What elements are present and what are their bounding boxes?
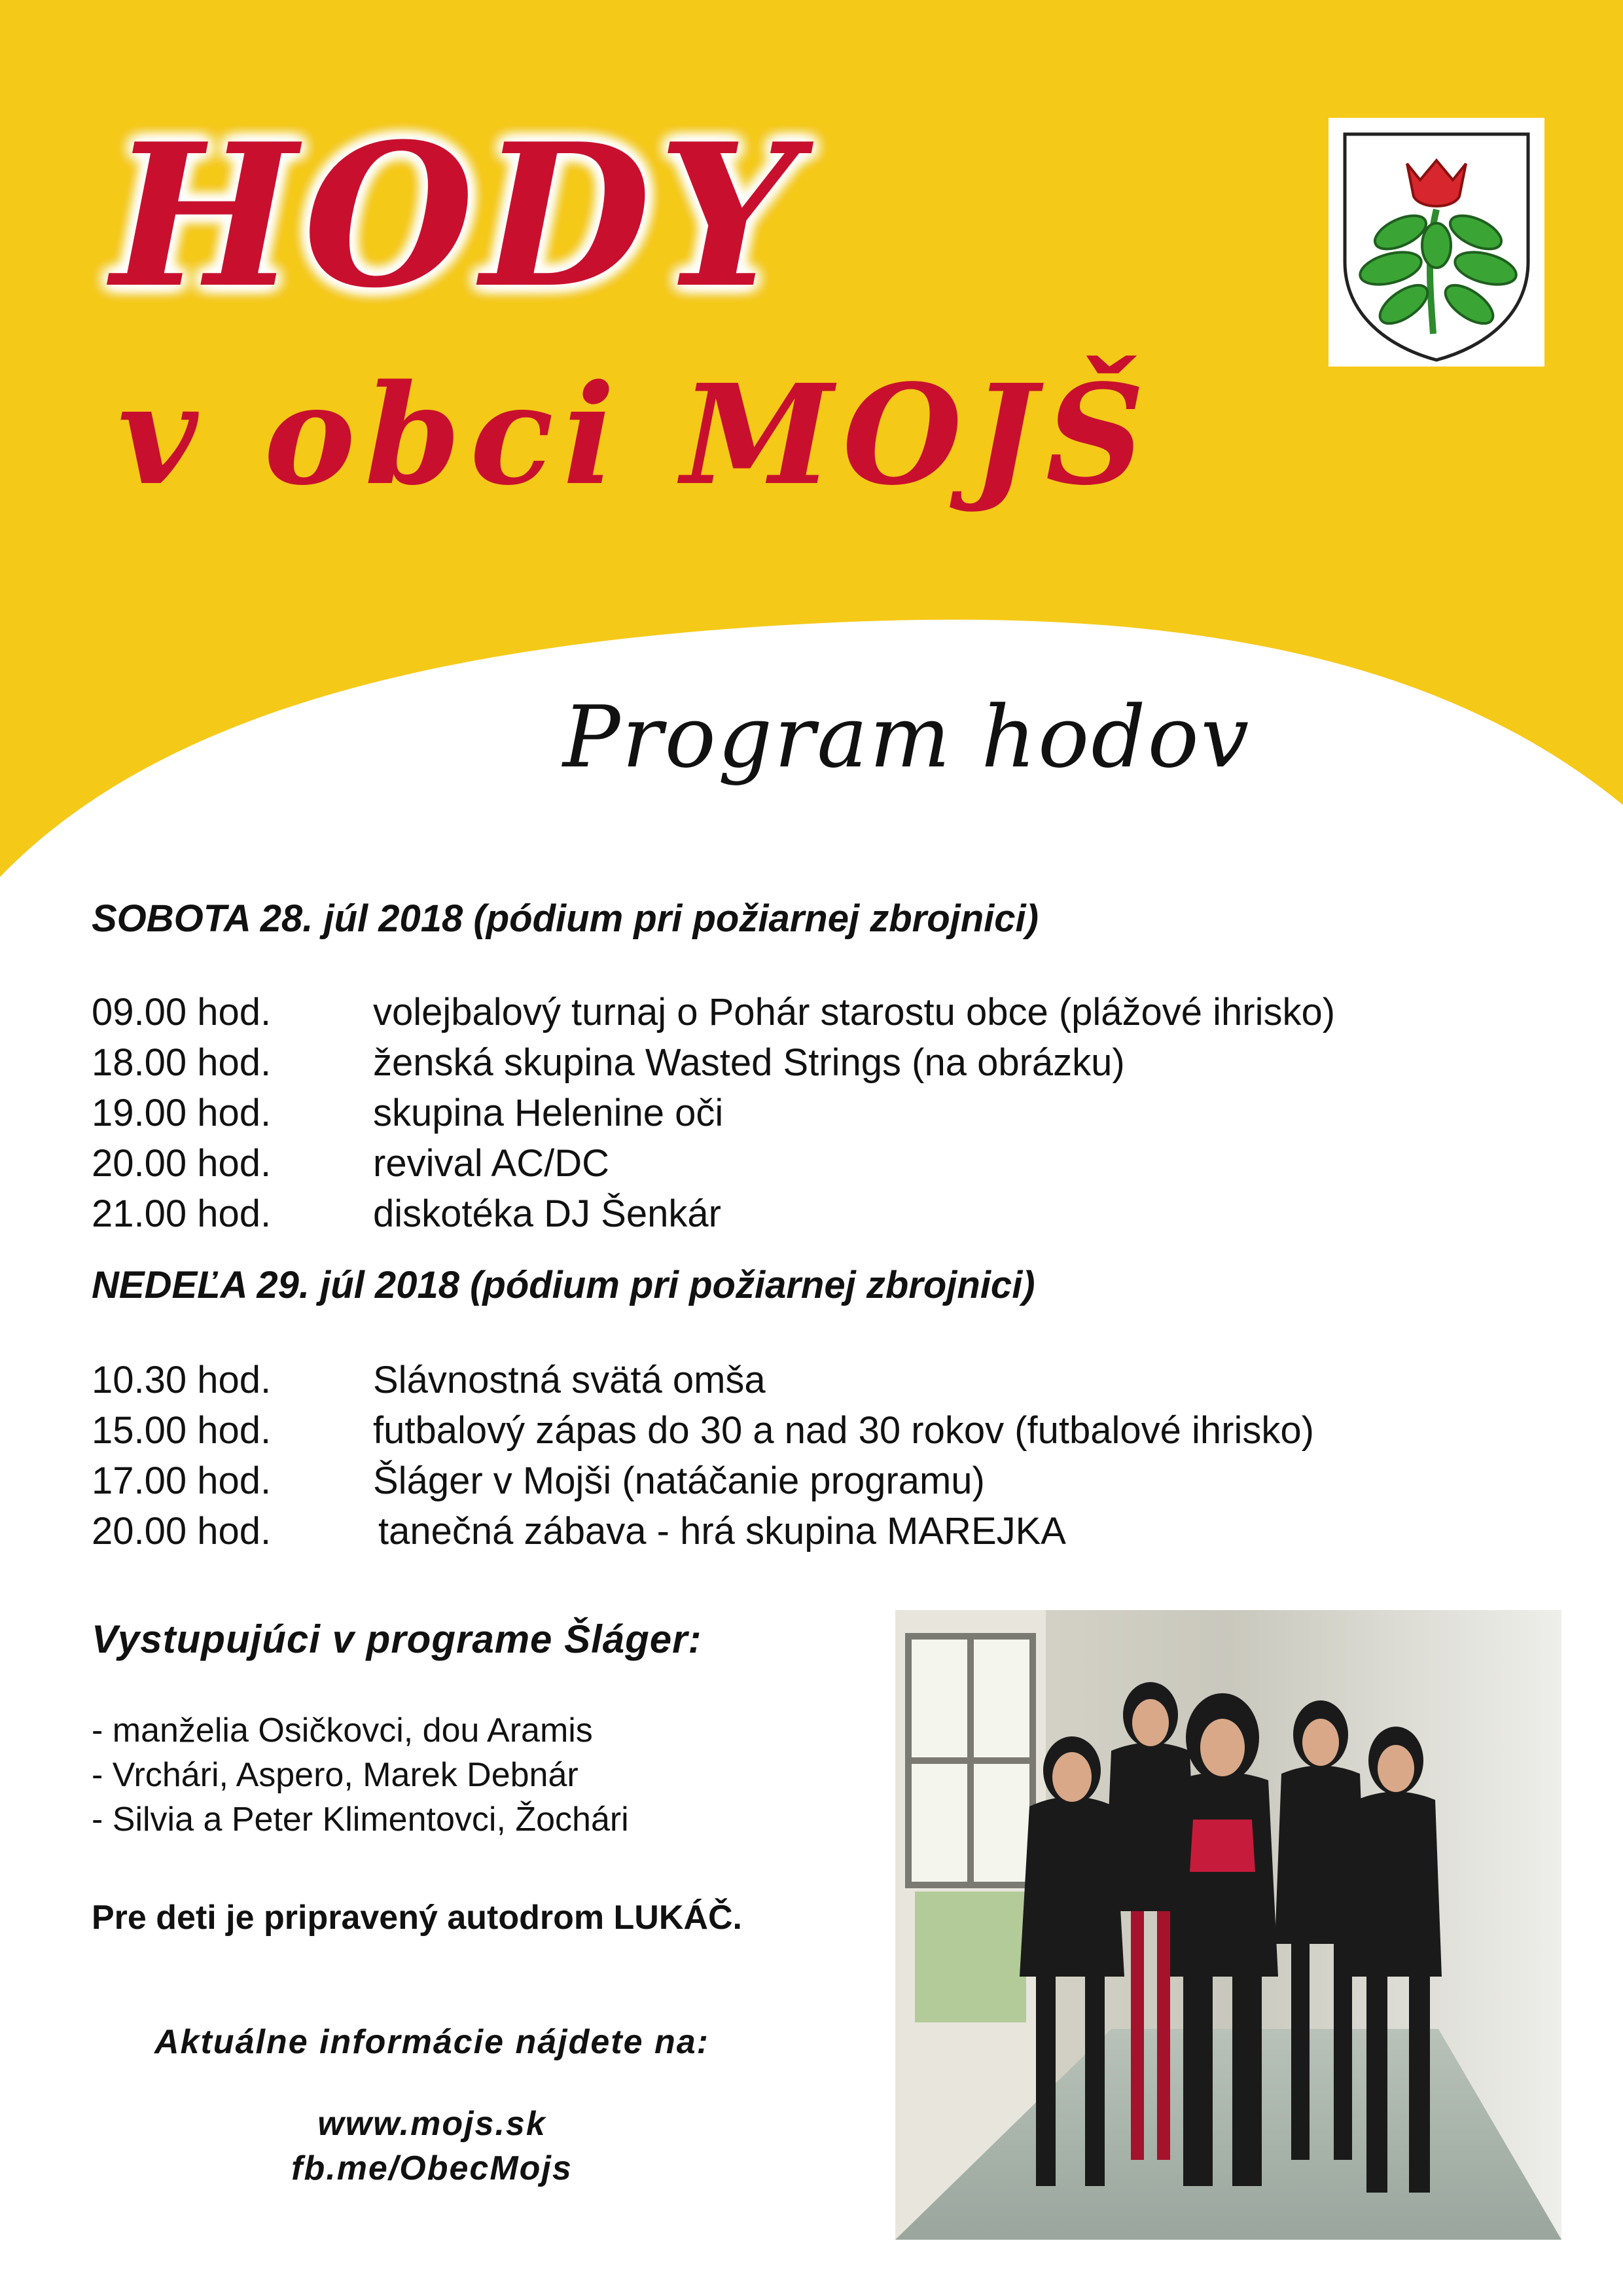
list-item: - Silvia a Peter Klimentovci, Žochári — [92, 1801, 629, 1839]
program-title: Program hodov — [563, 687, 1251, 787]
saturday-heading: SOBOTA 28. júl 2018 (pódium pri požiarnej zbrojnici) — [92, 897, 1039, 940]
sunday-heading: NEDEĽA 29. júl 2018 (pódium pri požiarnej zbrojnici) — [92, 1264, 1035, 1306]
event: Slávnostná svätá omša — [373, 1359, 766, 1401]
time: 17.00 hod. — [92, 1460, 272, 1502]
main-title: HODY — [111, 100, 805, 331]
event: tanečná zábava - hrá skupina MAREJKA — [378, 1510, 1066, 1552]
info-heading: Aktuálne informácie nájdete na: — [154, 2023, 709, 2061]
time: 21.00 hod. — [92, 1193, 272, 1235]
time: 15.00 hod. — [92, 1409, 272, 1452]
performers-list — [92, 1708, 629, 1842]
time: 18.00 hod. — [92, 1041, 272, 1084]
kids-note: Pre deti je pripravený autodrom LUKÁČ. — [92, 1899, 742, 1937]
time: 19.00 hod. — [92, 1092, 272, 1134]
event: skupina Helenine oči — [373, 1092, 724, 1134]
band-photo — [895, 1610, 1561, 2240]
list-item: - Vrchári, Aspero, Marek Debnár — [92, 1756, 579, 1794]
performers-heading: Vystupujúci v programe Šláger: — [92, 1617, 702, 1661]
event: revival AC/DC — [373, 1142, 609, 1185]
coat-of-arms-icon — [1329, 118, 1544, 367]
event: Šláger v Mojši (natáčanie programu) — [373, 1460, 985, 1502]
time: 10.30 hod. — [92, 1359, 272, 1401]
event: volejbalový turnaj o Pohár starostu obce (plážové ihrisko) — [373, 991, 1336, 1033]
time: 20.00 hod. — [92, 1142, 272, 1185]
main-subtitle: v obci MOJŠ — [118, 354, 1154, 516]
facebook-link[interactable]: fb.me/ObecMojs — [291, 2149, 573, 2187]
event: futbalový zápas do 30 a nad 30 rokov (futbalové ihrisko) — [373, 1409, 1314, 1452]
time: 09.00 hod. — [92, 991, 272, 1033]
event: ženská skupina Wasted Strings (na obrázku) — [373, 1041, 1125, 1084]
event: diskotéka DJ Šenkár — [373, 1193, 721, 1235]
website-link[interactable]: www.mojs.sk — [317, 2105, 546, 2143]
time: 20.00 hod. — [92, 1510, 272, 1552]
list-item: - manželia Osičkovci, dou Aramis — [92, 1712, 593, 1749]
